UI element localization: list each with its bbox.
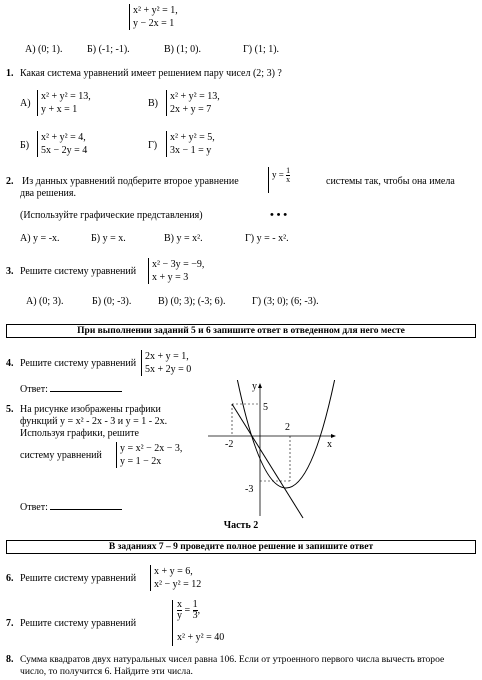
q4-text: Решите систему уравнений bbox=[20, 358, 137, 369]
q6-eq1: x + y = 6, bbox=[154, 566, 193, 577]
graph-label-5: 5 bbox=[263, 402, 268, 413]
q4-system bbox=[141, 350, 191, 376]
q3-eq1: x² − 3y = −9, bbox=[152, 259, 205, 270]
q4-answer-line[interactable] bbox=[50, 382, 122, 392]
q5-eq2: y = 1 − 2x bbox=[120, 456, 162, 467]
q7-number: 7. bbox=[6, 618, 14, 629]
q7-fraction-one-third-num: 1 bbox=[192, 599, 198, 610]
q1-text: Какая система уравнений имеет решением пару чисел (2; 3) ? bbox=[20, 68, 282, 79]
q1-number: 1. bbox=[6, 68, 14, 79]
q2-dots: • • • bbox=[270, 209, 288, 221]
q4-answer-label: Ответ: bbox=[20, 384, 48, 395]
q3-option-c: В) (0; 3); (-3; 6). bbox=[158, 296, 226, 307]
q7-eq2: x² + y² = 40 bbox=[177, 632, 225, 643]
q2-system bbox=[268, 167, 290, 193]
q1-option-b-system bbox=[166, 90, 220, 116]
q2-option-d: Г) y = - x². bbox=[245, 233, 289, 244]
q1-option-a-label: А) bbox=[20, 98, 31, 109]
function-graph bbox=[205, 380, 345, 520]
q5-line4: систему уравнений bbox=[20, 450, 102, 461]
q6-number: 6. bbox=[6, 573, 14, 584]
top-system-eq1: x² + y² = 1, bbox=[133, 5, 178, 16]
q4-number: 4. bbox=[6, 358, 14, 369]
q4-eq2: 5x + 2y = 0 bbox=[145, 364, 192, 375]
q2-text: Из данных уравнений подберите второе уравнение bbox=[22, 176, 239, 187]
q1-option-d-label: Г) bbox=[148, 140, 158, 151]
q7-equals: = bbox=[184, 604, 191, 616]
q1-option-d-eq1: x² + y² = 5, bbox=[170, 132, 215, 143]
q1-option-c-eq1: x² + y² = 4, bbox=[41, 132, 86, 143]
q1-option-a-system bbox=[37, 90, 91, 116]
q7-fraction-xy bbox=[177, 600, 182, 621]
q7-fraction-xy-den: y bbox=[177, 610, 182, 621]
q1-option-b-eq1: x² + y² = 13, bbox=[170, 91, 220, 102]
q1-option-d-system bbox=[166, 131, 215, 157]
q3-option-a: А) (0; 3). bbox=[26, 296, 64, 307]
q2-system-fraction bbox=[286, 167, 290, 184]
q7-fraction-one-third-den: 3 bbox=[192, 610, 198, 621]
q4-eq1: 2x + y = 1, bbox=[145, 351, 189, 362]
q1-option-c-system bbox=[37, 131, 87, 157]
q1-option-a-eq2: y + x = 1 bbox=[41, 104, 78, 115]
instruction-banner-1: При выполнении заданий 5 и 6 запишите ответ в отведенном для него месте bbox=[6, 324, 476, 338]
q2-text-line2: два решения. bbox=[20, 188, 76, 199]
y-axis-arrow bbox=[258, 383, 262, 388]
part-2-heading: Часть 2 bbox=[223, 520, 259, 531]
graph-label-2: 2 bbox=[285, 422, 290, 433]
top-option-d: Г) (1; 1). bbox=[243, 44, 280, 55]
q2-fraction-den: x bbox=[286, 175, 291, 184]
q5-line1: На рисунке изображены графики bbox=[20, 404, 161, 415]
q6-system bbox=[150, 565, 201, 591]
q5-system bbox=[116, 442, 182, 468]
q3-text: Решите систему уравнений bbox=[20, 266, 137, 277]
q5-answer bbox=[20, 500, 122, 513]
q2-number: 2. bbox=[6, 176, 14, 187]
q5-line2: функций y = x² - 2x - 3 и y = 1 - 2x. bbox=[20, 416, 168, 427]
q1-option-b-eq2: 2x + y = 7 bbox=[170, 104, 212, 115]
q7-fraction-xy-num: x bbox=[177, 599, 182, 610]
parabola-curve bbox=[237, 380, 335, 488]
q2-option-b: Б) y = x. bbox=[91, 233, 126, 244]
q8-number: 8. bbox=[6, 654, 14, 665]
q3-number: 3. bbox=[6, 266, 14, 277]
top-option-c: В) (1; 0). bbox=[164, 44, 201, 55]
q2-option-c: В) y = x². bbox=[164, 233, 203, 244]
graph-label-neg3: -3 bbox=[245, 484, 254, 495]
q7-system bbox=[172, 600, 224, 646]
instruction-banner-2: В заданиях 7 – 9 проведите полное решение и запишите ответ bbox=[6, 540, 476, 554]
graph-y-label: y bbox=[252, 381, 257, 392]
q7-text: Решите систему уравнений bbox=[20, 618, 137, 629]
q2-hint: (Используйте графические представления) bbox=[20, 210, 203, 221]
q1-option-d-eq2: 3x − 1 = y bbox=[170, 145, 212, 156]
q1-option-c-eq2: 5x − 2y = 4 bbox=[41, 145, 88, 156]
q2-system-lhs: y = bbox=[272, 169, 284, 180]
q6-eq2: x² − y² = 12 bbox=[154, 579, 202, 590]
q5-answer-label: Ответ: bbox=[20, 502, 48, 513]
q5-answer-line[interactable] bbox=[50, 500, 122, 510]
q7-comma: , bbox=[197, 604, 201, 616]
q6-text: Решите систему уравнений bbox=[20, 573, 137, 584]
q3-option-b: Б) (0; -3). bbox=[92, 296, 132, 307]
top-system bbox=[129, 4, 178, 30]
top-system-eq2: y − 2x = 1 bbox=[133, 18, 175, 29]
q2-text-continued: системы так, чтобы она имела bbox=[326, 176, 455, 187]
q5-line3: Используя графики, решите bbox=[20, 428, 139, 439]
q3-system bbox=[148, 258, 204, 284]
q8-line2: число, то получится 6. Найдите эти числа. bbox=[20, 666, 193, 677]
graph-label-neg2: -2 bbox=[225, 439, 234, 450]
q3-eq2: x + y = 3 bbox=[152, 272, 189, 283]
q7-eq1 bbox=[177, 600, 224, 626]
top-option-b: Б) (-1; -1). bbox=[87, 44, 130, 55]
q1-option-c-label: Б) bbox=[20, 140, 30, 151]
q1-option-b-label: В) bbox=[148, 98, 158, 109]
graph-x-label: x bbox=[327, 439, 332, 450]
q3-option-d: Г) (3; 0); (6; -3). bbox=[252, 296, 319, 307]
q4-answer bbox=[20, 382, 122, 395]
q2-option-a: А) y = -x. bbox=[20, 233, 60, 244]
x-axis-arrow bbox=[331, 434, 336, 438]
q5-number: 5. bbox=[6, 404, 14, 415]
q5-eq1: y = x² − 2x − 3, bbox=[120, 443, 183, 454]
q8-line1: Сумма квадратов двух натуральных чисел равна 106. Если от утроенного первого числа вычесть второе bbox=[20, 654, 445, 665]
top-option-a: А) (0; 1). bbox=[25, 44, 63, 55]
line-graph bbox=[232, 404, 303, 518]
q1-option-a-eq1: x² + y² = 13, bbox=[41, 91, 91, 102]
q2-fraction-num: 1 bbox=[286, 166, 291, 175]
